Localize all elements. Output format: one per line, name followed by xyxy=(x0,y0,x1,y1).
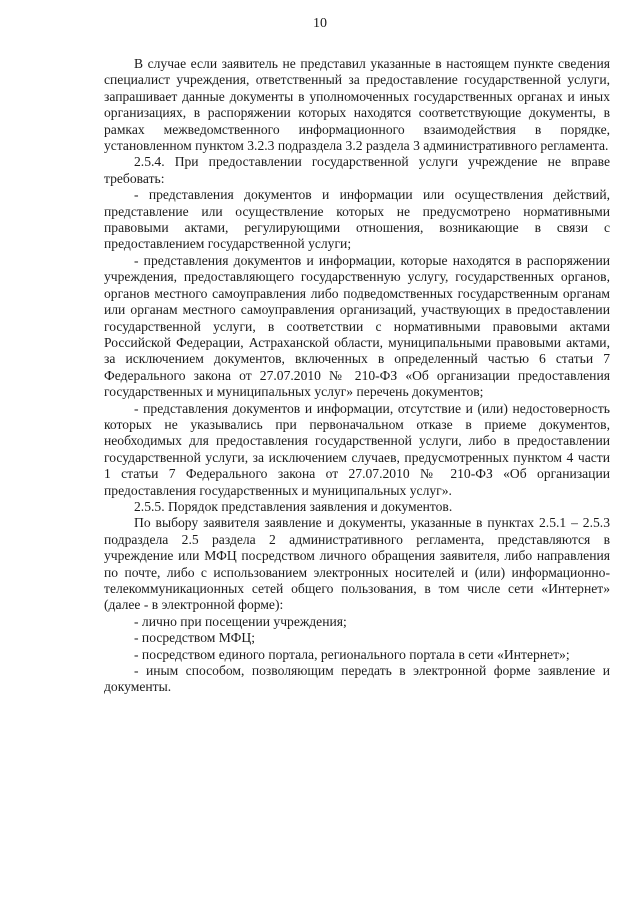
paragraph-2-5-4-heading: 2.5.4. При предоставлении государственной услуги учреждение не вправе требовать: xyxy=(104,154,610,186)
list-item-method-3: - посредством единого портала, регионального портала в сети «Интернет»; xyxy=(134,646,570,662)
list-item-method-4: - иным способом, позволяющим передать в электронной форме заявление и документы. xyxy=(104,663,610,695)
list-item-prohibited-1: - представления документов и информации или осуществления действий, представление или осуществление которых не предусмотрено нормативными правовыми актами, регулирующими отношения, возникающие в связи с предоставлением государственной услуги; xyxy=(104,187,610,252)
page-number: 10 xyxy=(313,16,327,31)
paragraph-submission-methods: По выбору заявителя заявление и документы, указанные в пунктах 2.5.1 – 2.5.3 подраздела 2.5 раздела 2 административного регламента, представляются в учреждение или МФЦ посредством личного обращения заявителя, либо направления по почте, либо с использованием электронных носителей и (или) информационно-телекоммуникационных сетей общего пользования, в том числе сети «Интернет» (далее - в электронной форме): xyxy=(104,515,610,613)
list-item-prohibited-2: - представления документов и информации, которые находятся в распоряжении учреждения, предоставляющего государственную услугу, государственных органов, органов местного самоуправления либо подведомственных государственным органам или органам местного самоуправления организаций, участвующих в предоставлении государственной услуги, в соответствии с нормативными правовыми актами Российской Федерации, Астраханской области, муниципальными правовыми актами, за исключением документов, включенных в определенный частью 6 статьи 7 Федерального закона от 27.07.2010 № 210-ФЗ «Об организации предоставления государственных и муниципальных услуг» перечень документов; xyxy=(104,252,610,400)
list-item-method-1: - лично при посещении учреждения; xyxy=(134,613,347,629)
list-item-method-2: - посредством МФЦ; xyxy=(134,630,256,646)
paragraph-request-info: В случае если заявитель не представил указанные в настоящем пункте сведения специалист учреждения, ответственный за предоставление государственной услуги, запрашивает данные документы в уполномоченных государственных органах и иных организациях, в распоряжении которых находятся соответствующие документы, в рамках межведомственного информационного взаимодействия в порядке, установленном пунктом 3.2.3 подраздела 3.2 раздела 3 административного регламента. xyxy=(104,56,610,154)
list-item-prohibited-3: - представления документов и информации, отсутствие и (или) недостоверность которых не указывались при первоначальном отказе в приеме документов, необходимых для предоставления государственной услуги, либо в предоставлении государственной услуги, за исключением случаев, предусмотренных пунктом 4 части 1 статьи 7 Федерального закона от 27.07.2010 № 210-ФЗ «Об организации предоставления государственных и муниципальных услуг». xyxy=(104,400,610,498)
document-body xyxy=(104,56,610,696)
paragraph-2-5-5-heading: 2.5.5. Порядок представления заявления и документов. xyxy=(134,498,453,514)
